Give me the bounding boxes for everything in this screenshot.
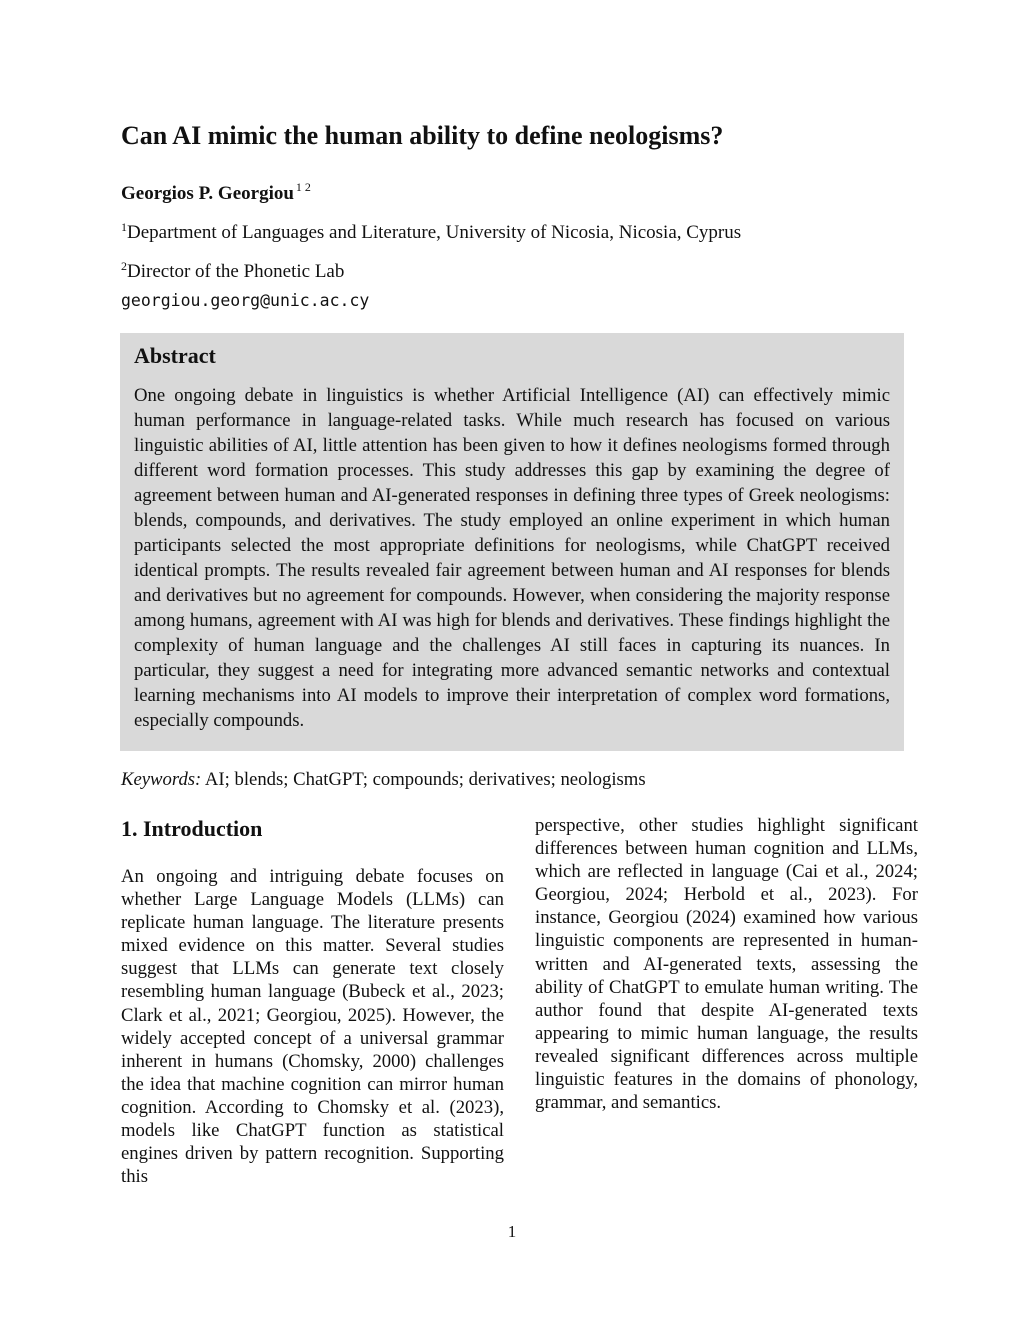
paper-title: Can AI mimic the human ability to define neologisms? <box>121 121 724 150</box>
introduction-left-column: An ongoing and intriguing debate focuses on whether Large Language Models (LLMs) can replicate human language. The literature presents mixed evidence on this matter. Several studies suggest that LLMs can generate text closely resembling human language (Bubeck et al., 2023; Clark et al., 2021; Georgiou, 2025). However, the widely accepted concept of a universal grammar inherent in humans (Chomsky, 2000) challenges the idea that machine cognition can mirror human cognition. According to Chomsky et al. (2023), models like ChatGPT function as statistical engines driven by pattern recognition. Supporting this <box>121 866 504 1188</box>
author-affiliation-markers: 1 2 <box>295 180 311 194</box>
introduction-heading: 1. Introduction <box>121 816 263 841</box>
page-number: 1 <box>507 1222 517 1241</box>
author-name: Georgios P. Georgiou <box>121 183 294 204</box>
abstract-text: One ongoing debate in linguistics is whether Artificial Intelligence (AI) can effectively mimic human performance in language-related tasks. While much research has focused on various linguistic abilities of AI, little attention has been given to how it defines neologisms formed through different word formation processes. This study addresses this gap by examining the degree of agreement between human and AI-generated responses in defining three types of Greek neologisms: blends, compounds, and derivatives. The study employed an online experiment in which human participants selected the most appropriate definitions for neologisms, while ChatGPT received identical prompts. The results revealed fair agreement between human and AI responses for blends and derivatives but no agreement for compounds. However, when considering the majority response among humans, agreement with AI was high for blends and derivatives. These findings highlight the complexity of human language and the challenges AI still faces in capturing its nuances. In particular, they suggest a need for integrating more advanced semantic networks and contextual learning mechanisms into AI models to improve their interpretation of complex word formations, especially compounds. <box>134 385 890 731</box>
affiliation-marker: 2 <box>121 259 127 273</box>
author-line <box>121 174 311 207</box>
keywords-text: AI; blends; ChatGPT; compounds; derivatives; neologisms <box>204 769 646 790</box>
abstract-heading: Abstract <box>134 343 216 368</box>
affiliation-text: Department of Languages and Literature, University of Nicosia, Nicosia, Cyprus <box>127 222 742 243</box>
affiliation-text: Director of the Phonetic Lab <box>127 261 345 282</box>
author-email: georgiou.georg@unic.ac.cy <box>121 291 370 310</box>
affiliation-1 <box>121 214 741 246</box>
affiliation-marker: 1 <box>121 220 127 234</box>
keywords-label: Keywords: <box>121 769 202 790</box>
keywords-line <box>121 767 646 793</box>
abstract-box <box>120 333 904 751</box>
introduction-right-column: perspective, other studies highlight significant differences between human cognition and LLMs, which are reflected in language (Cai et al., 2024; Georgiou, 2024; Herbold et al., 2023). For instance, Georgiou (2024) examined how various linguistic components are represented in human-written and AI-generated texts, assessing the ability of ChatGPT to emulate human writing. The author found that despite AI-generated texts appearing to mimic human language, the results revealed significant differences across multiple linguistic features in the domains of phonology, grammar, and semantics. <box>535 815 918 1114</box>
affiliation-2 <box>121 253 344 285</box>
